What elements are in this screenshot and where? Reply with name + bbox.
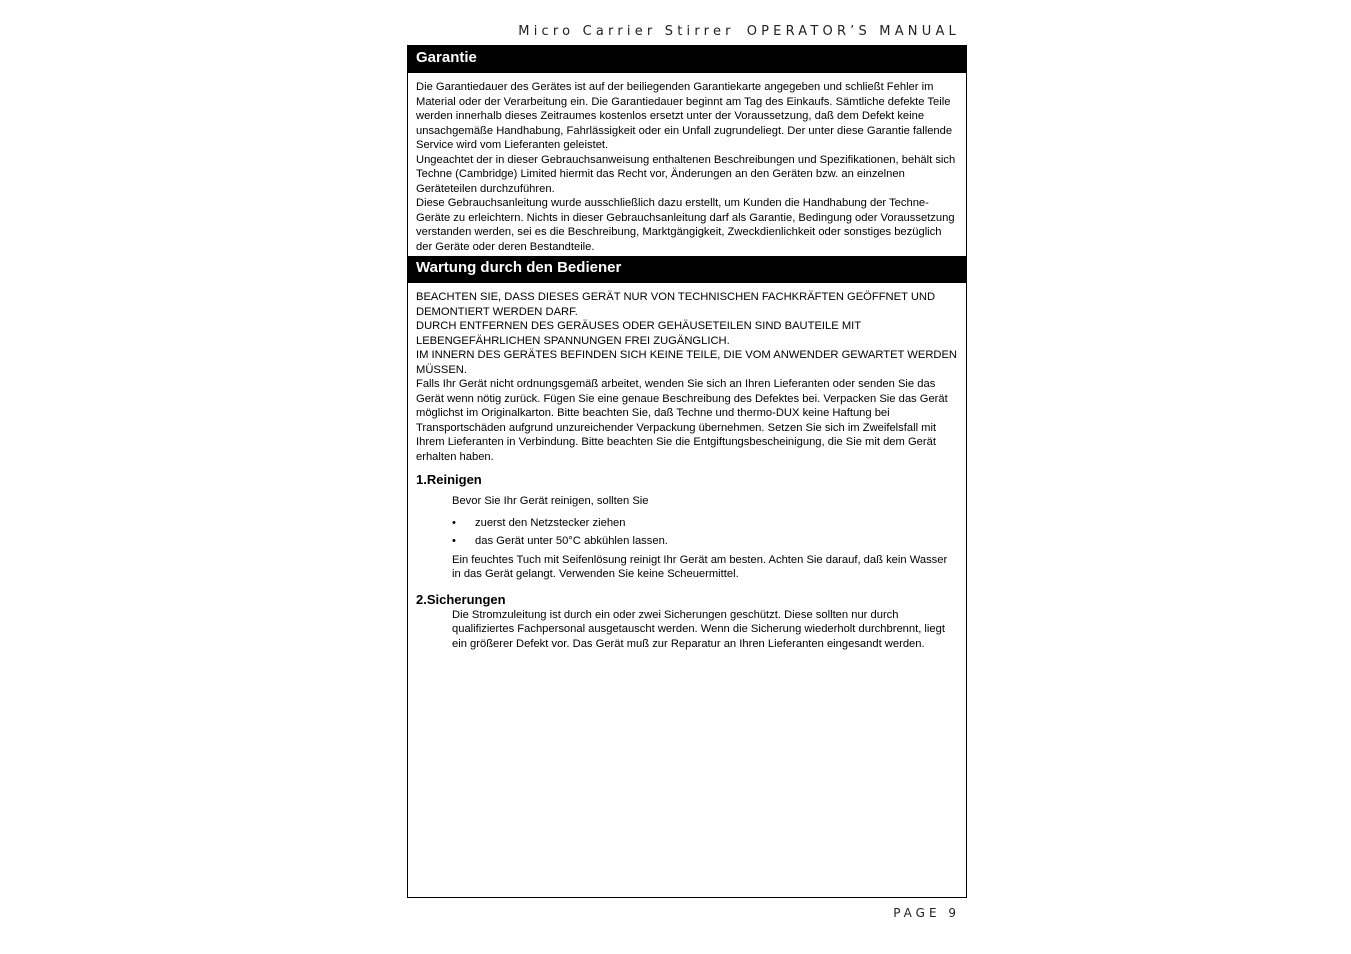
list-item — [452, 534, 958, 549]
bullet-icon: • — [452, 535, 456, 547]
subheading-sicherungen: 2.Sicherungen — [416, 591, 506, 607]
garantie-paragraph: Diese Gebrauchsanleitung wurde ausschließlich dazu erstellt, um Kunden die Handhabung der Techne-Geräte zu erleichtern. Nichts in dieser Gebrauchsanleitung darf als Garantie, Bedingung oder Voraussetzung verstanden werden, sei es die Beschreibung, Marktgängigkeit, Zweckdienlichkeit oder sonstiges bezüglich der Geräte oder deren Bestandteile. — [416, 197, 955, 253]
list-item-text: zuerst den Netzstecker ziehen — [475, 516, 626, 529]
wartung-warning: DURCH ENTFERNEN DES GERÄUSES ODER GEHÄUSETEILEN SIND BAUTEILE MIT LEBENGEFÄHRLICHEN SPANNUNGEN FREI ZUGÄNGLICH. — [416, 320, 861, 347]
page-frame — [407, 45, 967, 898]
page-number: PAGE 9 — [893, 906, 960, 920]
reinigen-list — [452, 516, 958, 549]
reinigen-closing: Ein feuchtes Tuch mit Seifenlösung reinigt Ihr Gerät am besten. Achten Sie darauf, daß kein Wasser in das Gerät gelangt. Verwenden Sie keine Scheuermittel. — [452, 553, 948, 580]
list-item — [452, 516, 958, 531]
subheading-reinigen: 1.Reinigen — [416, 472, 482, 487]
wartung-paragraph: Falls Ihr Gerät nicht ordnungsgemäß arbeitet, wenden Sie sich an Ihren Lieferanten oder senden Sie das Gerät wenn nötig zurück. Fügen Sie eine genaue Beschreibung des Defektes bei. Verpacken Sie das Gerät möglichst im Originalkarton. Bitte beachten Sie, daß Techne und thermo-DUX keine Haftung bei Transportschäden aufgrund unzureichender Verpackung übernehmen. Setzen Sie sich im Zweifelsfall mit Ihrem Lieferanten in Verbindung. Bitte beachten Sie die Entgiftungsbescheinigung, die Sie mit dem Gerät erhalten haben. — [416, 378, 948, 463]
sicherungen-body — [452, 608, 958, 652]
reinigen-intro: Bevor Sie Ihr Gerät reinigen, sollten Sie — [452, 495, 649, 507]
garantie-paragraph: Ungeachtet der in dieser Gebrauchsanweisung enthaltenen Beschreibungen und Spezifikationen, behält sich Techne (Cambridge) Limited hiermit das Recht vor, Änderungen an den Geräten bzw. an einzelnen Geräteteilen durchzuführen. — [416, 153, 956, 195]
garantie-body — [408, 73, 966, 256]
bullet-icon: • — [452, 516, 456, 529]
list-item-text: das Gerät unter 50°C abkühlen lassen. — [475, 535, 668, 547]
header-manual-title: OPERATOR’S MANUAL — [746, 24, 960, 39]
wartung-body — [408, 283, 966, 466]
reinigen-body — [452, 494, 958, 582]
sicherungen-text: Die Stromzuleitung ist durch ein oder zwei Sicherungen geschützt. Diese sollten nur durch qualifiziertes Fachpersonal ausgetauscht werden. Wenn die Sicherung wiederholt durchbrennt, liegt ein größerer Defekt vor. Das Gerät muß zur Reparatur an Ihren Lieferanten eingesandt werden. — [452, 608, 945, 650]
header-product: Micro Carrier Stirrer — [518, 24, 735, 39]
section-title-garantie: Garantie — [408, 46, 966, 73]
wartung-warning: IM INNERN DES GERÄTES BEFINDEN SICH KEINE TEILE, DIE VOM ANWENDER GEWARTET WERDEN MÜSSEN. — [416, 349, 958, 376]
garantie-paragraph: Die Garantiedauer des Gerätes ist auf der beiliegenden Garantiekarte angegeben und schließt Fehler im Material oder der Verarbeitung ein. Die Garantiedauer beginnt am Tag des Einkaufs. Sämtliche defekte Teile werden innerhalb dieses Zeitraumes kostenlos ersetzt unter der Voraussetzung, daß dem Defekt keine unsachgemäße Handhabung, Fahrlässigkeit oder ein Unfall zugrundeliegt. Der unter diese Garantie fallende Service wird vom Lieferanten geleistet. — [416, 81, 953, 151]
wartung-warning: BEACHTEN SIE, DASS DIESES GERÄT NUR VON TECHNISCHEN FACHKRÄFTEN GEÖFFNET UND DEMONTIERT WERDEN DARF. — [416, 291, 936, 318]
running-header — [407, 24, 960, 39]
section-title-wartung: Wartung durch den Bediener — [408, 256, 966, 283]
